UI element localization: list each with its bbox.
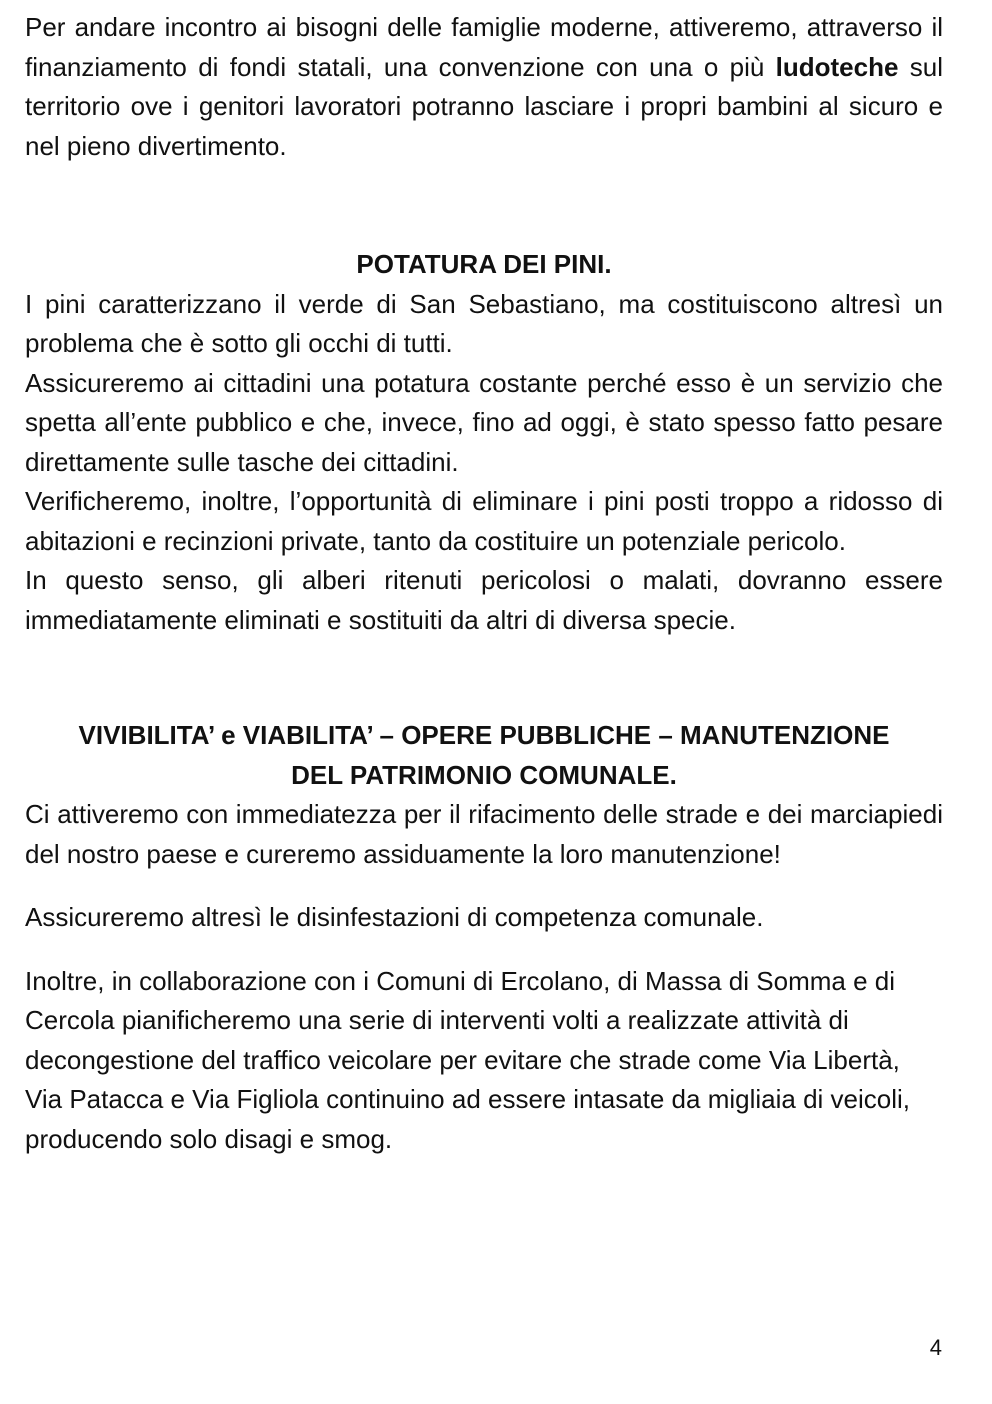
ludoteche-text-end: sul territorio ove i genitori lavoratori potranno lasciare i propri bambini al sicuro e nel pieno divertimento. bbox=[25, 51, 943, 161]
document-page bbox=[25, 8, 943, 1159]
paragraph-spacer bbox=[25, 938, 943, 962]
potatura-heading: POTATURA DEI PINI. bbox=[356, 249, 612, 279]
pini-paragraph-4: In questo senso, gli alberi ritenuti pericolosi o malati, dovranno essere immediatamente eliminati e sostituiti da altri di diversa specie. bbox=[25, 565, 943, 635]
opere-heading-line-2: DEL PATRIMONIO COMUNALE. bbox=[291, 759, 677, 790]
section-spacer bbox=[25, 166, 943, 245]
opere-paragraph-2: Assicureremo altresì le disinfestazioni di competenza comunale. bbox=[25, 902, 764, 932]
page-number: 4 bbox=[929, 1335, 942, 1360]
pini-paragraph-2: Assicureremo ai cittadini una potatura costante perché esso è un servizio che spetta all’ente pubblico e che, invece, fino ad oggi, è stato spesso fatto pesare direttamente sulle tasche dei cittadini. bbox=[25, 367, 943, 477]
opere-heading-line-1: VIVIBILITA’ e VIABILITA’ – OPERE PUBBLICHE – MANUTENZIONE bbox=[78, 720, 890, 750]
opere-paragraph-1: Ci attiveremo con immediatezza per il rifacimento delle strade e dei marciapiedi del nostro paese e cureremo assiduamente la loro manutenzione! bbox=[25, 799, 943, 869]
ludoteche-paragraph bbox=[25, 8, 943, 166]
ludoteche-text-start: Per andare incontro ai bisogni delle famiglie moderne, attiveremo, attraverso il finanziamento di fondi statali, una convenzione con una o più bbox=[25, 12, 943, 82]
paragraph-spacer bbox=[25, 874, 943, 898]
pini-paragraph-3: Verificheremo, inoltre, l’opportunità di eliminare i pini posti troppo a ridosso di abitazioni e recinzioni private, tanto da costituire un potenziale pericolo. bbox=[25, 486, 943, 556]
pini-paragraph-1: I pini caratterizzano il verde di San Sebastiano, ma costituiscono altresì un problema che è sotto gli occhi di tutti. bbox=[25, 288, 943, 358]
opere-paragraph-3: Inoltre, in collaborazione con i Comuni di Ercolano, di Massa di Somma e di Cercola pianificheremo una serie di interventi volti a realizzate attività di decongestione del traffico veicolare per evitare che strade come Via Libertà, Via Patacca e Via Figliola continuino ad essere intasate da migliaia di veicoli, producendo solo disagi e smog. bbox=[25, 965, 911, 1154]
ludoteche-keyword: ludoteche bbox=[775, 51, 899, 82]
section-spacer bbox=[25, 640, 943, 716]
